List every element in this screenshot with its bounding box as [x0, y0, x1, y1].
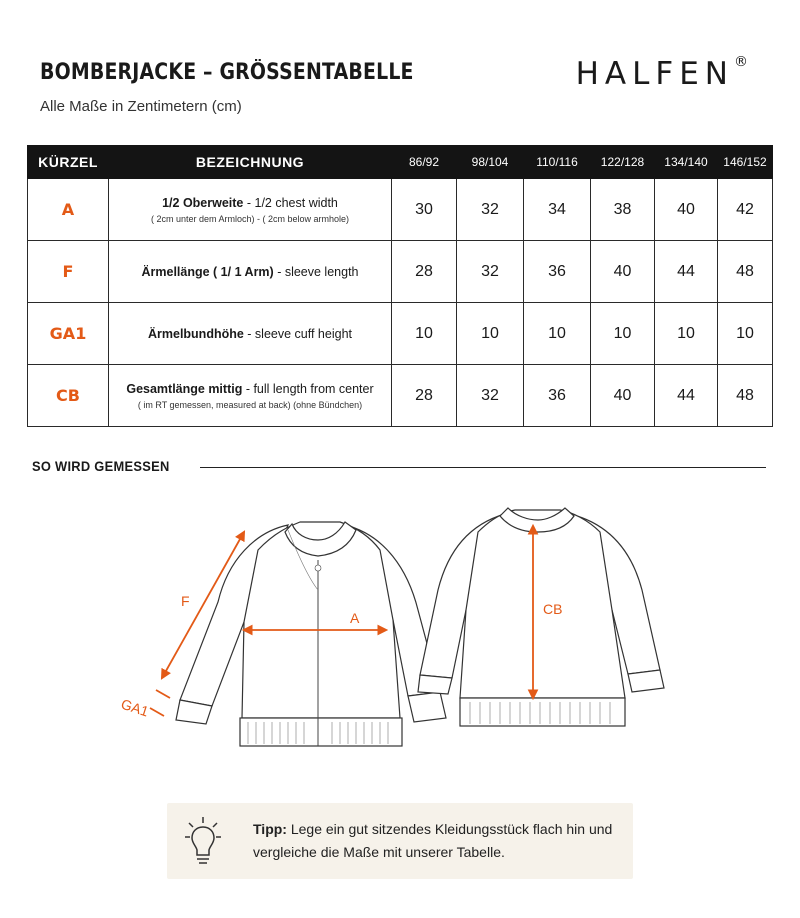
row-description — [109, 365, 392, 427]
table-cell: 32 — [457, 241, 524, 303]
row-code: A — [28, 179, 109, 241]
table-row — [28, 365, 773, 427]
table-cell: 32 — [457, 365, 524, 427]
table-cell: 28 — [392, 365, 457, 427]
label-a: A — [350, 610, 360, 626]
col-header-size: 98/104 — [457, 146, 524, 179]
table-cell: 40 — [655, 179, 718, 241]
desc-sub: ( im RT gemessen, measured at back) (ohne Bündchen) — [137, 399, 363, 410]
table-cell: 30 — [392, 179, 457, 241]
row-code: F — [28, 241, 109, 303]
row-description — [109, 303, 392, 365]
table-cell: 40 — [591, 365, 655, 427]
desc-sub: ( 2cm unter dem Armloch) - ( 2cm below armhole) — [150, 213, 350, 224]
measurement-diagram — [0, 490, 800, 770]
desc-rest: - 1/2 chest width — [243, 195, 338, 210]
table-cell: 48 — [718, 241, 773, 303]
table-cell: 44 — [655, 241, 718, 303]
brand-name: HALFEN — [575, 56, 734, 92]
table-row — [28, 179, 773, 241]
label-cb: CB — [543, 601, 563, 617]
table-cell: 28 — [392, 241, 457, 303]
desc-rest: - sleeve length — [273, 264, 359, 279]
row-code: GA1 — [28, 303, 109, 365]
desc-bold: 1/2 Oberweite — [162, 195, 244, 210]
table-cell: 10 — [655, 303, 718, 365]
table-cell: 42 — [718, 179, 773, 241]
desc-rest: - full length from center — [242, 381, 374, 396]
table-cell: 36 — [524, 241, 591, 303]
tip-text — [253, 818, 623, 864]
desc-bold: Ärmellänge ( 1/ 1 Arm) — [141, 264, 274, 279]
desc-bold: Gesamtlänge mittig — [126, 381, 243, 396]
row-code: CB — [28, 365, 109, 427]
col-header-code: KÜRZEL — [28, 146, 109, 179]
right-cuff — [408, 692, 446, 722]
section-divider — [200, 467, 766, 468]
col-header-size: 134/140 — [655, 146, 718, 179]
table-row — [28, 241, 773, 303]
col-header-size: 146/152 — [718, 146, 773, 179]
section-heading: SO WIRD GEMESSEN — [32, 458, 170, 474]
table-cell: 44 — [655, 365, 718, 427]
table-cell: 10 — [591, 303, 655, 365]
table-cell: 10 — [392, 303, 457, 365]
back-left-cuff — [418, 675, 452, 694]
table-cell: 10 — [524, 303, 591, 365]
desc-rest: - sleeve cuff height — [243, 326, 352, 341]
tip-box — [167, 803, 633, 879]
jacket-back-illustration — [418, 508, 664, 726]
col-header-size: 86/92 — [392, 146, 457, 179]
table-cell: 32 — [457, 179, 524, 241]
page-title: BOMBERJACKE – GRÖSSENTABELLE — [40, 60, 414, 85]
tip-label: Tipp: — [253, 821, 287, 837]
col-header-desc: BEZEICHNUNG — [109, 146, 392, 179]
size-table — [27, 145, 773, 427]
label-ga1: GA1 — [119, 695, 151, 720]
back-right-cuff — [628, 670, 664, 692]
page-subtitle: Alle Maße in Zentimetern (cm) — [40, 98, 242, 115]
row-description — [109, 179, 392, 241]
row-description — [109, 241, 392, 303]
table-cell: 40 — [591, 241, 655, 303]
measure-line-ga1 — [156, 690, 170, 698]
jacket-front-illustration — [176, 522, 446, 746]
col-header-size: 122/128 — [591, 146, 655, 179]
desc-bold: Ärmelbundhöhe — [147, 326, 244, 341]
registered-mark: ® — [734, 54, 748, 70]
col-header-size: 110/116 — [524, 146, 591, 179]
tip-body: Lege ein gut sitzendes Kleidungsstück flach hin und vergleiche die Maße mit unserer Tabelle. — [253, 821, 613, 860]
table-cell: 10 — [718, 303, 773, 365]
table-cell: 36 — [524, 365, 591, 427]
table-cell: 48 — [718, 365, 773, 427]
table-cell: 34 — [524, 179, 591, 241]
table-row — [28, 303, 773, 365]
table-header-row — [28, 146, 773, 179]
label-f: F — [181, 593, 190, 609]
lightbulb-icon — [185, 815, 221, 867]
table-cell: 10 — [457, 303, 524, 365]
table-cell: 38 — [591, 179, 655, 241]
brand-logo — [576, 54, 748, 92]
